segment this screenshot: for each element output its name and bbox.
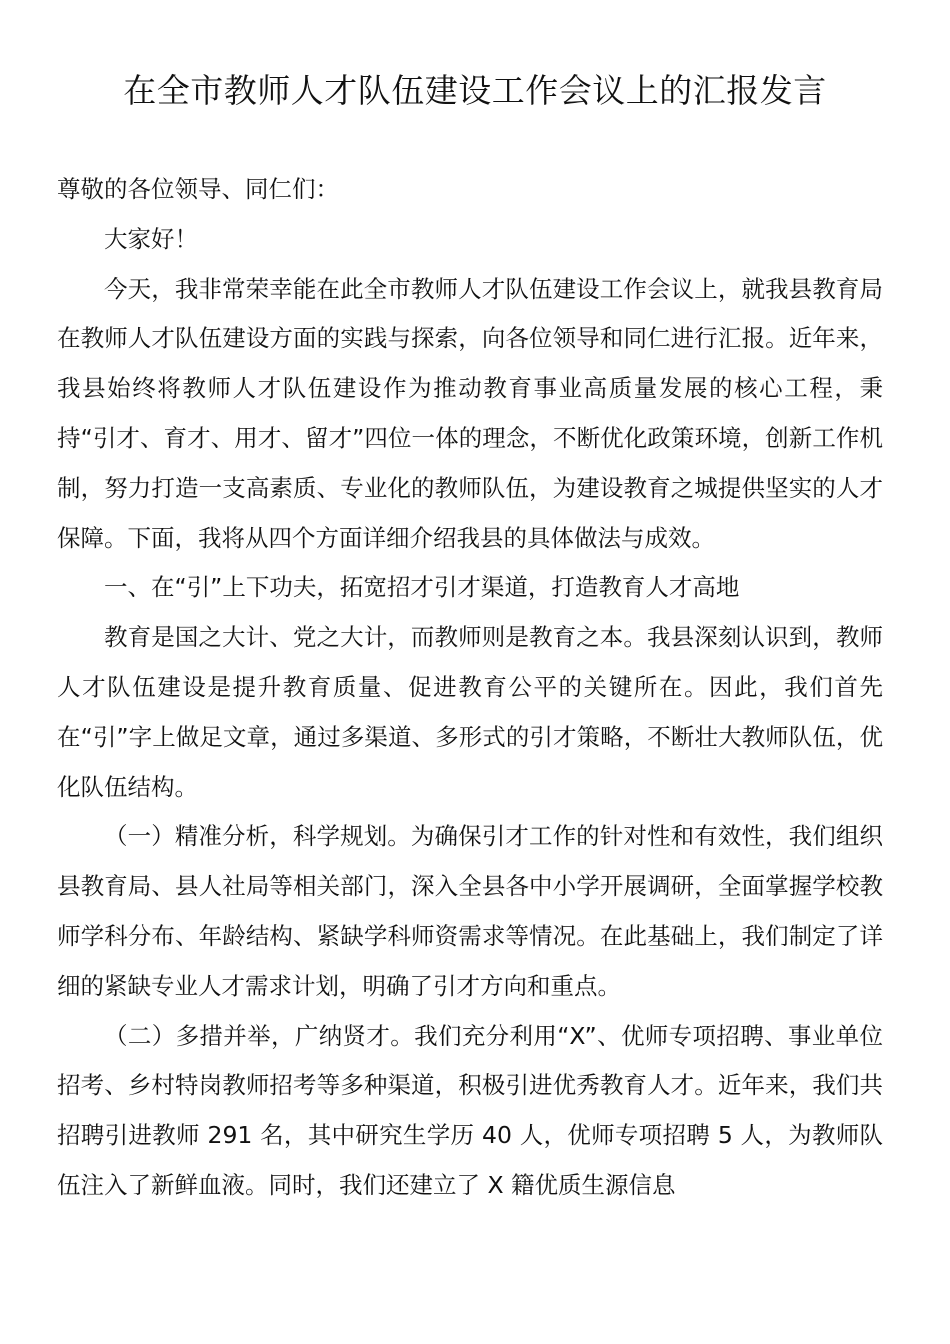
section-heading-1: 一、在“引”上下功夫，拓宽招才引才渠道，打造教育人才高地 (104, 573, 740, 602)
paragraph-subsection-1: （一）精准分析，科学规划。为确保引才工作的针对性和有效性，我们组织县教育局、县人社局等相关部门，深入全县各中小学开展调研，全面掌握学校教师学科分布、年龄结构、紧缺学科师资需求等情况。在此基础上，我们制定了详细的紧缺专业人才需求计划，明确了引才方向和重点。 (57, 822, 883, 1000)
paragraph-section-1: 教育是国之大计、党之大计，而教师则是教育之本。我县深刻认识到，教师人才队伍建设是提升教育质量、促进教育公平的关键所在。因此，我们首先在“引”字上做足文章，通过多渠道、多形式的引才策略，不断壮大教师队伍，优化队伍结构。 (57, 623, 883, 801)
document-body (57, 165, 883, 1211)
document-title: 在全市教师人才队伍建设工作会议上的汇报发言 (123, 71, 827, 110)
salutation: 尊敬的各位领导、同仁们： (57, 175, 339, 203)
paragraph-intro: 今天，我非常荣幸能在此全市教师人才队伍建设工作会议上，就我县教育局在教师人才队伍建设方面的实践与探索，向各位领导和同仁进行汇报。近年来，我县始终将教师人才队伍建设作为推动教育事业高质量发展的核心工程，秉持“引才、育才、用才、留才”四位一体的理念，不断优化政策环境，创新工作机制，努力打造一支高素质、专业化的教师队伍，为建设教育之城提供坚实的人才保障。下面，我将从四个方面详细介绍我县的具体做法与成效。 (57, 274, 883, 552)
paragraph-subsection-2: （二）多措并举，广纳贤才。我们充分利用“X”、优师专项招聘、事业单位招考、乡村特岗教师招考等多种渠道，积极引进优秀教育人才。近年来，我们共招聘引进教师 291 名，其中研究生学历 40 人，优师专项招聘 5 人，为教师队伍注入了新鲜血液。同时，我们还建立了 X 籍优质生源信息 (57, 1021, 883, 1199)
greeting: 大家好！ (104, 224, 198, 253)
